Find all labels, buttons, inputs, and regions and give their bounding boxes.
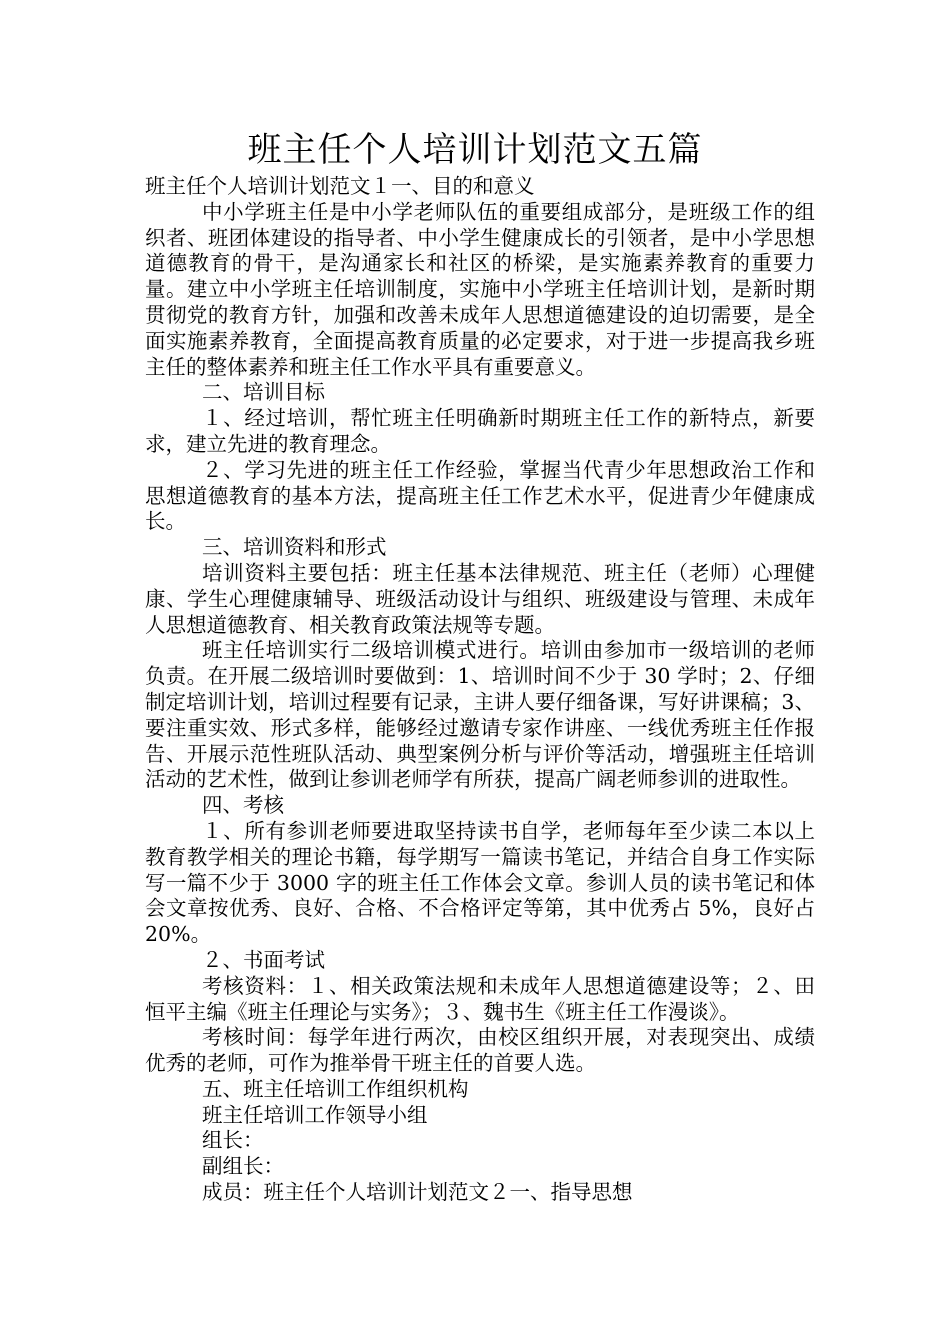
document-body [145, 174, 815, 1206]
paragraph: 班主任个人培训计划范文１一、目的和意义 [145, 174, 535, 198]
paragraph: 考核时间：每学年进行两次，由校区组织开展，对表现突出、成绩优秀的老师，可作为推举骨干班主任的首要人选。 [145, 1025, 815, 1076]
paragraph: 五、班主任培训工作组织机构 [202, 1076, 469, 1101]
paragraph: ２、学习先进的班主任工作经验，掌握当代青少年思想政治工作和思想道德教育的基本方法，提高班主任工作艺术水平，促进青少年健康成长。 [145, 457, 815, 534]
paragraph: 成员：班主任个人培训计划范文２一、指导思想 [202, 1180, 633, 1205]
paragraph: 中小学班主任是中小学老师队伍的重要组成部分，是班级工作的组织者、班团体建设的指导者、中小学生健康成长的引领者，是中小学思想道德教育的骨干，是沟通家长和社区的桥梁，是实施素养教育的重要力量。建立中小学班主任培训制度，实施中小学班主任培训计划，是新时期贯彻党的教育方针，加强和改善未成年人思想道德建设的迫切需要，是全面实施素养教育，全面提高教育质量的必定要求，对于进一步提高我乡班主任的整体素养和班主任工作水平具有重要意义。 [145, 199, 815, 379]
paragraph: 组长： [202, 1128, 264, 1153]
paragraph: 四、考核 [202, 793, 284, 818]
paragraph: 班主任培训工作领导小组 [202, 1102, 428, 1127]
document-title: 班主任个人培训计划范文五篇 [247, 130, 703, 170]
paragraph: 培训资料主要包括：班主任基本法律规范、班主任（老师）心理健康、学生心理健康辅导、班级活动设计与组织、班级建设与管理、未成年人思想道德教育、相关教育政策法规等专题。 [145, 560, 815, 637]
paragraph: 班主任培训实行二级培训模式进行。培训由参加市一级培训的老师负责。在开展二级培训时要做到：1、培训时间不少于 30 学时；2、仔细制定培训计划，培训过程要有记录，主讲人要仔细备课，写好讲课稿；3、要注重实效、形式多样，能够经过邀请专家作讲座、一线优秀班主任作报告、开展示范性班队活动、典型案例分析与评价等活动，增强班主任培训活动的艺术性，做到让参训老师学有所获，提高广阔老师参训的进取性。 [145, 638, 815, 792]
paragraph: １、经过培训，帮忙班主任明确新时期班主任工作的新特点，新要求，建立先进的教育理念。 [145, 406, 815, 456]
paragraph: ２、书面考试 [202, 947, 325, 972]
paragraph: 考核资料：１、相关政策法规和未成年人思想道德建设等；２、田恒平主编《班主任理论与实务》；３、魏书生《班主任工作漫谈》。 [145, 973, 815, 1024]
paragraph: 副组长： [202, 1154, 284, 1179]
paragraph: １、所有参训老师要进取坚持读书自学，老师每年至少读二本以上教育教学相关的理论书籍，每学期写一篇读书笔记，并结合自身工作实际写一篇不少于 3000 字的班主任工作体会文章。参训人员的读书笔记和体会文章按优秀、良好、合格、不合格评定等第，其中优秀占 5%，良好占 20%。 [145, 818, 815, 947]
paragraph: 二、培训目标 [202, 380, 325, 405]
paragraph: 三、培训资料和形式 [202, 535, 387, 560]
